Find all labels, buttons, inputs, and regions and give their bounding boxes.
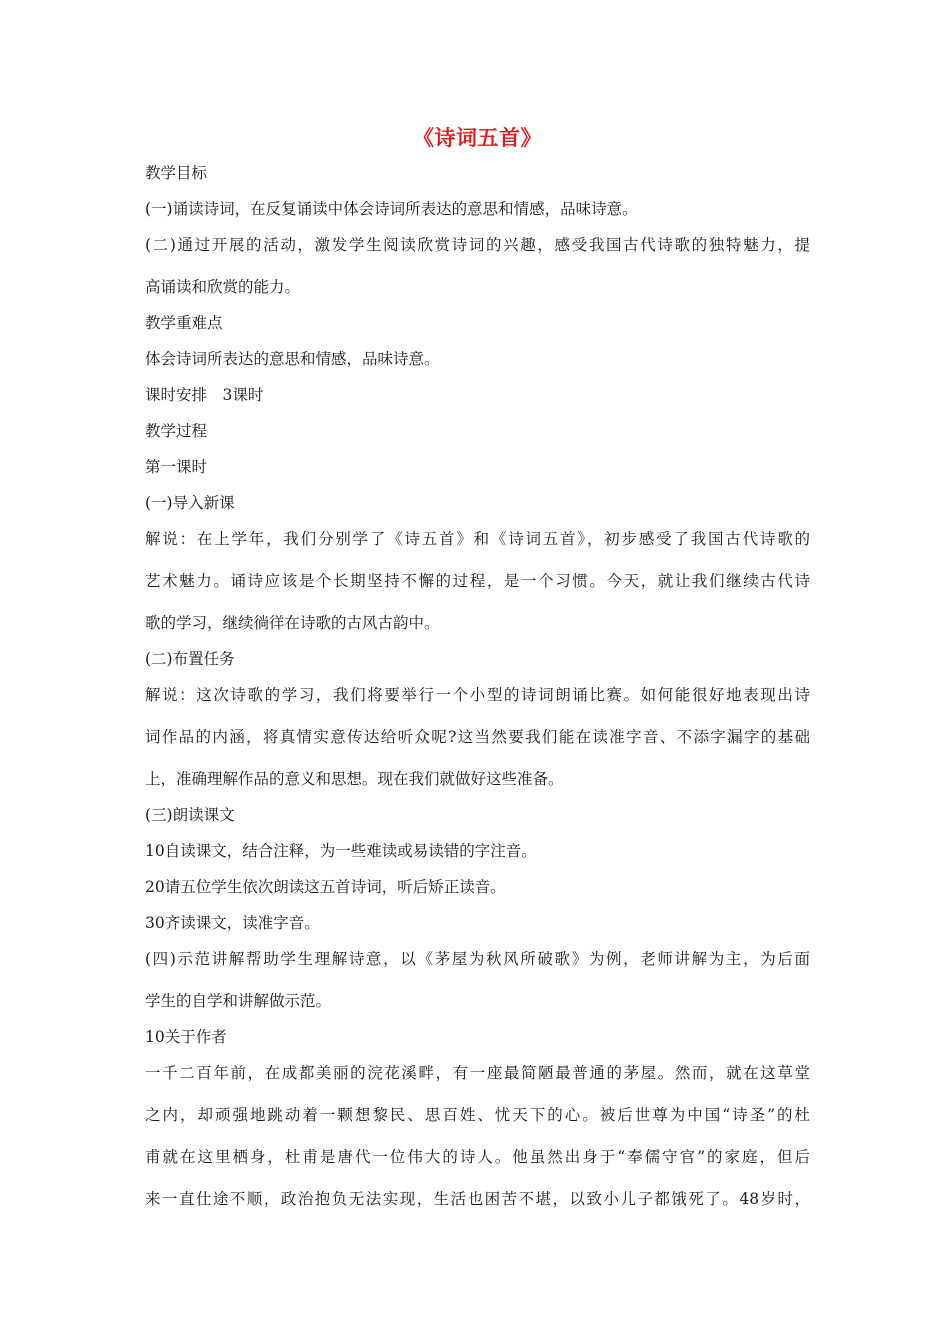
text-line: 甫就在这里栖身，杜甫是唐代一位伟大的诗人。他虽然出身于“奉儒守官”的家庭，但后: [145, 1148, 810, 1166]
text-line: 来一直仕途不顺，政治抱负无法实现，生活也困苦不堪，以致小儿子都饿死了。48岁时，: [145, 1190, 810, 1208]
heading-key-points: 教学重难点: [145, 314, 223, 332]
paragraph-demonstration: [145, 938, 810, 1022]
list-item: 20请五位学生依次朗读这五首诗词，听后矫正读音。: [145, 878, 506, 896]
list-item: 30齐读课文，读准字音。: [145, 914, 320, 932]
text-line: 上，准确理解作品的意义和思想。现在我们就做好这些准备。: [145, 770, 564, 788]
text-line: 歌的学习，继续徜徉在诗歌的古风古韵中。: [145, 614, 440, 632]
text-line: 解说：这次诗歌的学习，我们将要举行一个小型的诗词朗诵比赛。如何能很好地表现出诗: [145, 686, 810, 704]
heading-read-text: (三)朗读课文: [145, 806, 235, 824]
heading-teaching-goals: 教学目标: [145, 164, 208, 182]
heading-first-lesson: 第一课时: [145, 458, 208, 476]
document-body: [145, 160, 810, 1222]
text-line: 解说：在上学年，我们分别学了《诗五首》和《诗词五首》，初步感受了我国古代诗歌的: [145, 530, 810, 548]
text-line: 词作品的内涵，将真情实意传达给听众呢?这当然要我们能在读准字音、不添字漏字的基础: [145, 728, 810, 746]
paragraph-goal-2: [145, 224, 810, 308]
text-line: 之内，却顽强地跳动着一颗想黎民、思百姓、忧天下的心。被后世尊为中国“诗圣”的杜: [145, 1106, 810, 1124]
text-line: 一千二百年前，在成都美丽的浣花溪畔，有一座最简陋最普通的茅屋。然而，就在这草堂: [145, 1064, 810, 1082]
document-title: 《诗词五首》: [413, 125, 542, 150]
paragraph-goal-1: (一)诵读诗词，在反复诵读中体会诗词所表达的意思和情感，品味诗意。: [145, 200, 638, 218]
text-line: 学生的自学和讲解做示范。: [145, 992, 332, 1010]
paragraph-introduction: [145, 518, 810, 644]
heading-teaching-process: 教学过程: [145, 422, 208, 440]
text-line: 艺术魅力。诵诗应该是个长期坚持不懈的过程，是一个习惯。今天，就让我们继续古代诗: [145, 572, 810, 590]
heading-introduction: (一)导入新课: [145, 494, 235, 512]
text-line: (四)示范讲解帮助学生理解诗意，以《茅屋为秋风所破歌》为例，老师讲解为主，为后面: [145, 950, 810, 968]
list-item: 10自读课文，结合注释，为一些难读或易读错的字注音。: [145, 842, 537, 860]
text-line: 高诵读和欣赏的能力。: [145, 278, 301, 296]
paragraph-key-points: 体会诗词所表达的意思和情感，品味诗意。: [145, 350, 440, 368]
paragraph-assign-tasks: [145, 674, 810, 800]
paragraph-schedule: 课时安排 3课时: [145, 386, 264, 404]
paragraph-author: [145, 1052, 810, 1220]
heading-about-author: 10关于作者: [145, 1028, 227, 1046]
heading-assign-tasks: (二)布置任务: [145, 650, 235, 668]
text-line: (二)通过开展的活动，激发学生阅读欣赏诗词的兴趣，感受我国古代诗歌的独特魅力，提: [145, 236, 810, 254]
